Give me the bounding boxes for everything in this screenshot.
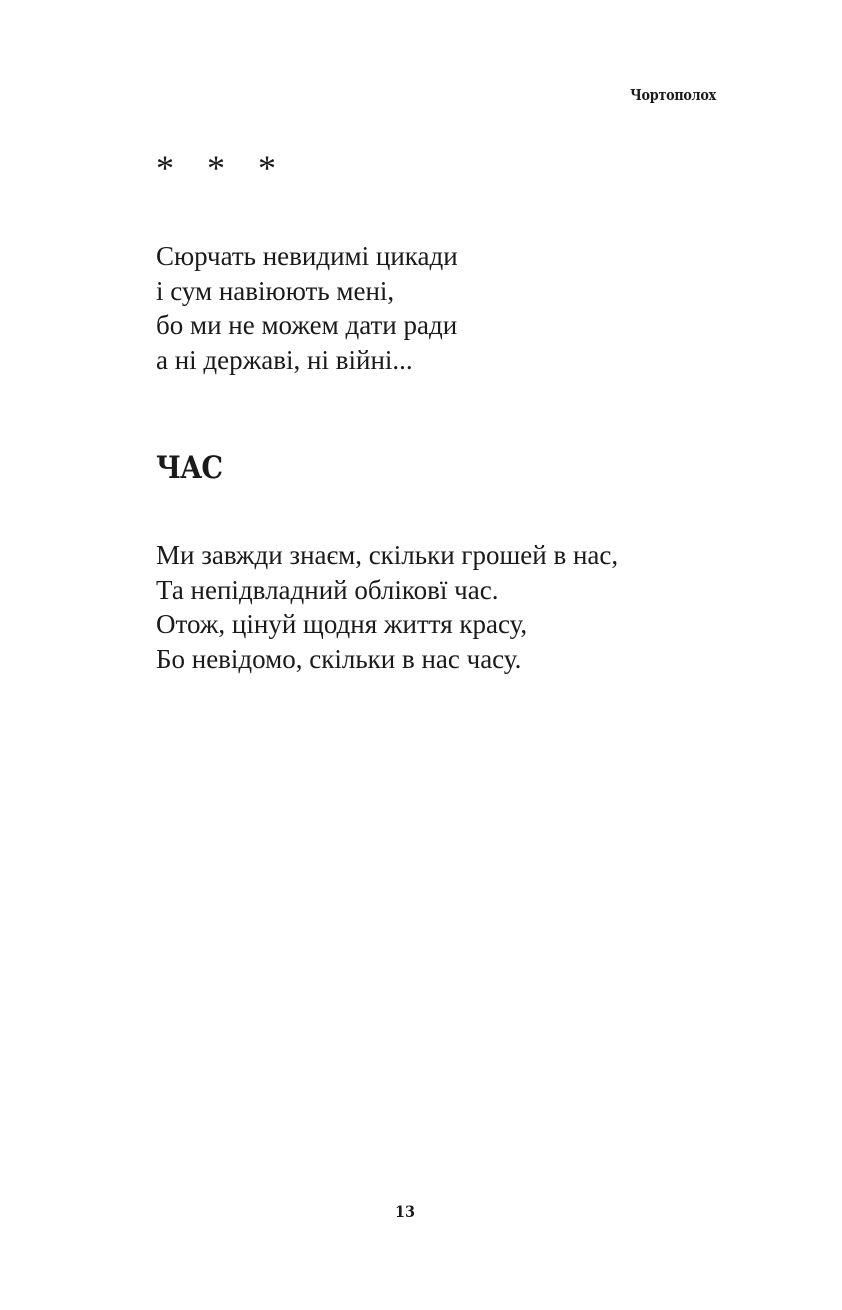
poem-line: Отож, цінуй щодня життя красу, (156, 609, 528, 639)
poem-2-stanza (156, 538, 618, 676)
poem-1-stanza (156, 239, 458, 377)
poem-title: ЧАС (156, 450, 223, 486)
poem-line: Бо невідомо, скільки в нас часу. (156, 643, 522, 674)
page-number: 13 (394, 1202, 416, 1221)
poem-line: Ми завжди знаєм, скільки грошей в нас, (156, 540, 619, 570)
poem-line: бо ми не можем дати ради (156, 310, 458, 340)
poem-line: а ні державі, ні війні... (156, 344, 413, 375)
poem-line: Та непідвладний обліковї час. (156, 574, 499, 605)
poem-line: Сюрчать невидимі цикади (156, 241, 458, 271)
poem-line: і сум навіюють мені, (156, 275, 395, 306)
poem-separator: * * * (156, 148, 288, 188)
running-header: Чортополох (630, 86, 716, 104)
